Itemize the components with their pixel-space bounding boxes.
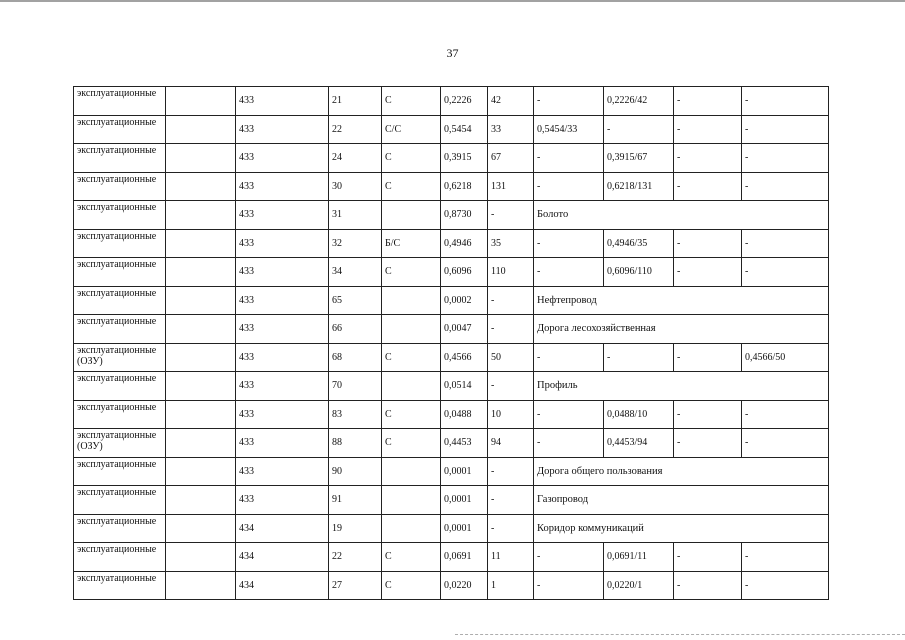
table-row — [74, 144, 829, 173]
quarter-cell: 433 — [236, 429, 329, 458]
col8-cell: - — [604, 115, 674, 144]
category-cell: эксплуатационные — [74, 543, 166, 572]
species-cell: С — [382, 429, 441, 458]
category-cell: эксплуатационные (ОЗУ) — [74, 343, 166, 372]
col8-cell: 0,0691/11 — [604, 543, 674, 572]
value-cell: 35 — [488, 229, 534, 258]
species-cell: С — [382, 87, 441, 116]
merged-note-cell: Дорога общего пользования — [534, 457, 829, 486]
table-row — [74, 286, 829, 315]
blank-cell — [166, 486, 236, 515]
area-cell: 0,0220 — [441, 571, 488, 600]
merged-note-cell: Дорога лесохозяйственная — [534, 315, 829, 344]
col10-cell: - — [742, 115, 829, 144]
col7-cell: - — [534, 429, 604, 458]
col8-cell: 0,0488/10 — [604, 400, 674, 429]
table-row — [74, 457, 829, 486]
table-row — [74, 400, 829, 429]
area-cell: 0,0047 — [441, 315, 488, 344]
plot-cell: 70 — [329, 372, 382, 401]
quarter-cell: 433 — [236, 229, 329, 258]
blank-cell — [166, 201, 236, 230]
quarter-cell: 433 — [236, 115, 329, 144]
col7-cell: - — [534, 144, 604, 173]
scan-bottom-edge — [455, 634, 905, 635]
area-cell: 0,0691 — [441, 543, 488, 572]
value-cell: 11 — [488, 543, 534, 572]
merged-note-cell: Коридор коммуникаций — [534, 514, 829, 543]
col7-cell: 0,5454/33 — [534, 115, 604, 144]
category-cell: эксплуатационные — [74, 286, 166, 315]
col7-cell: - — [534, 400, 604, 429]
page-number: 37 — [446, 46, 459, 60]
col10-cell: - — [742, 400, 829, 429]
area-cell: 0,0001 — [441, 514, 488, 543]
value-cell: - — [488, 514, 534, 543]
value-cell: 110 — [488, 258, 534, 287]
value-cell: 42 — [488, 87, 534, 116]
species-cell: С — [382, 144, 441, 173]
col8-cell: 0,2226/42 — [604, 87, 674, 116]
col8-cell: 0,0220/1 — [604, 571, 674, 600]
blank-cell — [166, 543, 236, 572]
blank-cell — [166, 343, 236, 372]
area-cell: 0,4453 — [441, 429, 488, 458]
plot-cell: 30 — [329, 172, 382, 201]
species-cell — [382, 514, 441, 543]
col8-cell: - — [604, 343, 674, 372]
blank-cell — [166, 372, 236, 401]
species-cell: Б/С — [382, 229, 441, 258]
table-row — [74, 87, 829, 116]
category-cell: эксплуатационные — [74, 400, 166, 429]
area-cell: 0,4946 — [441, 229, 488, 258]
area-cell: 0,0002 — [441, 286, 488, 315]
col9-cell: - — [674, 400, 742, 429]
quarter-cell: 433 — [236, 372, 329, 401]
category-cell: эксплуатационные — [74, 486, 166, 515]
col10-cell: - — [742, 571, 829, 600]
value-cell: 50 — [488, 343, 534, 372]
value-cell: - — [488, 315, 534, 344]
col9-cell: - — [674, 115, 742, 144]
category-cell: эксплуатационные — [74, 201, 166, 230]
quarter-cell: 433 — [236, 286, 329, 315]
quarter-cell: 433 — [236, 258, 329, 287]
plot-cell: 19 — [329, 514, 382, 543]
plot-cell: 22 — [329, 543, 382, 572]
table-body — [74, 87, 829, 600]
col7-cell: - — [534, 258, 604, 287]
merged-note-cell: Нефтепровод — [534, 286, 829, 315]
quarter-cell: 434 — [236, 571, 329, 600]
col7-cell: - — [534, 87, 604, 116]
value-cell: 1 — [488, 571, 534, 600]
col9-cell: - — [674, 429, 742, 458]
area-cell: 0,0514 — [441, 372, 488, 401]
col9-cell: - — [674, 571, 742, 600]
plot-cell: 27 — [329, 571, 382, 600]
value-cell: - — [488, 372, 534, 401]
merged-note-cell: Болото — [534, 201, 829, 230]
value-cell: 131 — [488, 172, 534, 201]
quarter-cell: 434 — [236, 514, 329, 543]
species-cell: С — [382, 343, 441, 372]
category-cell: эксплуатационные — [74, 315, 166, 344]
quarter-cell: 434 — [236, 543, 329, 572]
species-cell — [382, 457, 441, 486]
merged-note-cell: Газопровод — [534, 486, 829, 515]
col10-cell: 0,4566/50 — [742, 343, 829, 372]
table-row — [74, 115, 829, 144]
col8-cell: 0,6096/110 — [604, 258, 674, 287]
blank-cell — [166, 286, 236, 315]
scan-top-edge — [0, 0, 905, 8]
table-row — [74, 172, 829, 201]
plot-cell: 32 — [329, 229, 382, 258]
col8-cell: 0,4946/35 — [604, 229, 674, 258]
plot-cell: 22 — [329, 115, 382, 144]
blank-cell — [166, 87, 236, 116]
blank-cell — [166, 457, 236, 486]
area-cell: 0,0001 — [441, 457, 488, 486]
blank-cell — [166, 400, 236, 429]
area-cell: 0,5454 — [441, 115, 488, 144]
col9-cell: - — [674, 258, 742, 287]
col9-cell: - — [674, 144, 742, 173]
table-row — [74, 514, 829, 543]
quarter-cell: 433 — [236, 457, 329, 486]
area-cell: 0,6096 — [441, 258, 488, 287]
col7-cell: - — [534, 571, 604, 600]
species-cell — [382, 372, 441, 401]
table-row — [74, 543, 829, 572]
blank-cell — [166, 571, 236, 600]
value-cell: 67 — [488, 144, 534, 173]
quarter-cell: 433 — [236, 315, 329, 344]
category-cell: эксплуатационные (ОЗУ) — [74, 429, 166, 458]
quarter-cell: 433 — [236, 486, 329, 515]
category-cell: эксплуатационные — [74, 258, 166, 287]
plot-cell: 88 — [329, 429, 382, 458]
species-cell: С — [382, 258, 441, 287]
plot-cell: 90 — [329, 457, 382, 486]
quarter-cell: 433 — [236, 343, 329, 372]
col10-cell: - — [742, 258, 829, 287]
value-cell: - — [488, 457, 534, 486]
value-cell: 94 — [488, 429, 534, 458]
species-cell: С — [382, 571, 441, 600]
category-cell: эксплуатационные — [74, 229, 166, 258]
category-cell: эксплуатационные — [74, 514, 166, 543]
plot-cell: 83 — [329, 400, 382, 429]
category-cell: эксплуатационные — [74, 115, 166, 144]
area-cell: 0,4566 — [441, 343, 488, 372]
col7-cell: - — [534, 229, 604, 258]
species-cell — [382, 315, 441, 344]
blank-cell — [166, 315, 236, 344]
quarter-cell: 433 — [236, 201, 329, 230]
area-cell: 0,0488 — [441, 400, 488, 429]
table-row — [74, 372, 829, 401]
category-cell: эксплуатационные — [74, 372, 166, 401]
col10-cell: - — [742, 543, 829, 572]
area-cell: 0,6218 — [441, 172, 488, 201]
area-cell: 0,8730 — [441, 201, 488, 230]
col7-cell: - — [534, 172, 604, 201]
table-row — [74, 486, 829, 515]
col7-cell: - — [534, 343, 604, 372]
table-row — [74, 429, 829, 458]
blank-cell — [166, 429, 236, 458]
value-cell: - — [488, 486, 534, 515]
plot-cell: 21 — [329, 87, 382, 116]
table-row — [74, 315, 829, 344]
area-cell: 0,0001 — [441, 486, 488, 515]
col8-cell: 0,3915/67 — [604, 144, 674, 173]
plot-cell: 31 — [329, 201, 382, 230]
quarter-cell: 433 — [236, 400, 329, 429]
col7-cell: - — [534, 543, 604, 572]
col8-cell: 0,6218/131 — [604, 172, 674, 201]
plot-cell: 66 — [329, 315, 382, 344]
col10-cell: - — [742, 429, 829, 458]
value-cell: - — [488, 286, 534, 315]
area-cell: 0,3915 — [441, 144, 488, 173]
blank-cell — [166, 229, 236, 258]
quarter-cell: 433 — [236, 172, 329, 201]
table-row — [74, 229, 829, 258]
table-row — [74, 343, 829, 372]
species-cell: С — [382, 543, 441, 572]
quarter-cell: 433 — [236, 87, 329, 116]
category-cell: эксплуатационные — [74, 571, 166, 600]
species-cell: С — [382, 400, 441, 429]
table-row — [74, 201, 829, 230]
col9-cell: - — [674, 229, 742, 258]
col9-cell: - — [674, 172, 742, 201]
col9-cell: - — [674, 343, 742, 372]
plot-cell: 34 — [329, 258, 382, 287]
merged-note-cell: Профиль — [534, 372, 829, 401]
species-cell — [382, 486, 441, 515]
plot-cell: 68 — [329, 343, 382, 372]
col8-cell: 0,4453/94 — [604, 429, 674, 458]
blank-cell — [166, 172, 236, 201]
plot-cell: 24 — [329, 144, 382, 173]
category-cell: эксплуатационные — [74, 87, 166, 116]
plot-cell: 91 — [329, 486, 382, 515]
species-cell: С/С — [382, 115, 441, 144]
quarter-cell: 433 — [236, 144, 329, 173]
plot-cell: 65 — [329, 286, 382, 315]
species-cell: С — [382, 172, 441, 201]
category-cell: эксплуатационные — [74, 457, 166, 486]
blank-cell — [166, 514, 236, 543]
category-cell: эксплуатационные — [74, 144, 166, 173]
value-cell: 33 — [488, 115, 534, 144]
value-cell: - — [488, 201, 534, 230]
species-cell — [382, 286, 441, 315]
col10-cell: - — [742, 172, 829, 201]
col10-cell: - — [742, 87, 829, 116]
col10-cell: - — [742, 229, 829, 258]
table-row — [74, 258, 829, 287]
species-cell — [382, 201, 441, 230]
col9-cell: - — [674, 543, 742, 572]
area-cell: 0,2226 — [441, 87, 488, 116]
forest-plots-table — [73, 86, 829, 600]
blank-cell — [166, 144, 236, 173]
col9-cell: - — [674, 87, 742, 116]
col10-cell: - — [742, 144, 829, 173]
value-cell: 10 — [488, 400, 534, 429]
blank-cell — [166, 258, 236, 287]
blank-cell — [166, 115, 236, 144]
category-cell: эксплуатационные — [74, 172, 166, 201]
table-row — [74, 571, 829, 600]
